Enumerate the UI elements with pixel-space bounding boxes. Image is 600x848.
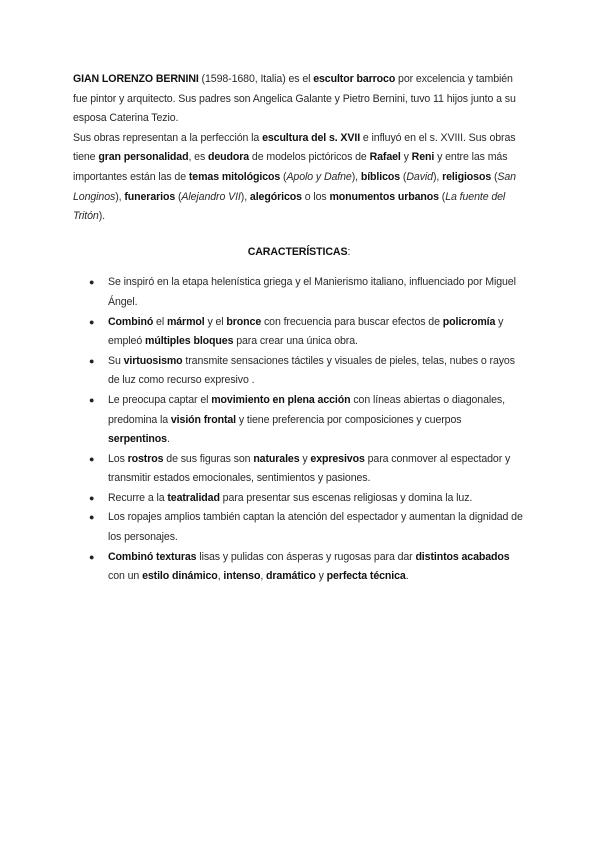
text-run: con líneas abiertas o diagonales, predomina la xyxy=(108,393,505,426)
list-item-text xyxy=(108,492,472,504)
bullet-icon: ● xyxy=(89,512,95,523)
bullet-icon: ● xyxy=(89,355,95,366)
text-run: Se inspiró en la etapa helenística griega y el Manierismo italiano, influenciado por Miguel Ángel. xyxy=(108,276,516,308)
bold-text: deudora xyxy=(208,151,250,164)
text-run: Los xyxy=(108,452,128,465)
text-run: ( xyxy=(280,170,287,183)
bold-text: movimiento en plena acción xyxy=(211,393,351,406)
list-item-text xyxy=(108,394,505,445)
bold-text: Reni xyxy=(411,151,435,164)
text-run: e influyó en el s. XVIII. Sus obras tiene xyxy=(73,131,516,164)
bold-text: Combinó xyxy=(108,315,154,328)
bold-text: alegóricos xyxy=(249,190,302,203)
text-run: ), xyxy=(115,190,125,203)
list-item xyxy=(73,548,525,587)
text-run: Le preocupa captar el xyxy=(108,393,212,406)
bold-text: Combinó texturas xyxy=(108,550,197,563)
text-run: de sus figuras son xyxy=(163,452,254,465)
text-run: ). xyxy=(98,210,105,223)
text-run: de modelos pictóricos de xyxy=(249,151,370,164)
text-run: con frecuencia para buscar efectos de xyxy=(261,315,443,328)
text-run: y el xyxy=(204,315,227,328)
bold-text: temas mitológicos xyxy=(188,170,281,183)
italic-text: David xyxy=(406,170,433,183)
italic-text: Alejandro VII xyxy=(181,190,241,203)
works-paragraph xyxy=(73,129,525,227)
bold-text: expresivos xyxy=(310,452,365,465)
list-item xyxy=(73,450,525,489)
bold-text: distintos acabados xyxy=(415,550,510,563)
bullet-icon: ● xyxy=(89,316,95,327)
bold-text: serpentinos xyxy=(108,433,167,446)
bullet-icon: ● xyxy=(89,551,95,562)
text-run: por excelencia y también fue pintor y arquitecto. Sus padres son Angelica Galante y Pietro Bernini, tuvo 11 hijos junto a su esposa Caterina Tezio. xyxy=(73,73,516,125)
bold-text: teatralidad xyxy=(167,491,220,504)
text-run: (1598-1680, Italia) es el xyxy=(198,73,314,85)
list-item xyxy=(73,391,525,450)
text-run: ), xyxy=(432,170,443,183)
bold-text: naturales xyxy=(253,452,300,465)
bold-text: estilo dinámico xyxy=(142,570,218,583)
bold-text: escultura del s. XVII xyxy=(262,131,361,144)
text-run: , xyxy=(217,570,224,583)
text-run: lisas y pulidas con ásperas y rugosas para dar xyxy=(196,550,416,563)
list-item xyxy=(73,489,525,509)
italic-text: Apolo y Dafne xyxy=(286,170,352,183)
list-item-text xyxy=(108,551,510,583)
list-item xyxy=(73,352,525,391)
bullet-icon: ● xyxy=(89,277,95,288)
text-run: para presentar sus escenas religiosas y domina la luz. xyxy=(219,491,473,504)
text-run: con un xyxy=(108,570,143,583)
text-run: ), xyxy=(240,190,250,203)
characteristics-list xyxy=(73,273,525,587)
bold-text: GIAN LORENZO BERNINI xyxy=(73,73,199,85)
text-run: para conmover al espectador y transmitir estados emocionales, sentimientos y pasiones. xyxy=(108,452,511,485)
text-run: ), xyxy=(351,170,361,183)
heading-bold: CARACTERÍSTICAS xyxy=(247,245,348,258)
text-run: Los ropajes amplios también captan la atención del espectador y aumentan la dignidad de los personajes. xyxy=(108,511,523,544)
text-run: ( xyxy=(438,190,446,203)
list-item-text xyxy=(108,316,503,348)
bold-text: perfecta técnica xyxy=(326,570,406,583)
bold-text: monumentos urbanos xyxy=(329,190,439,203)
bold-text: múltiples bloques xyxy=(145,335,234,348)
bold-text: Rafael xyxy=(369,151,401,164)
text-run: y empleó xyxy=(108,315,504,348)
bold-text: escultor barroco xyxy=(313,73,396,85)
bold-text: virtuosismo xyxy=(123,354,183,367)
bold-text: rostros xyxy=(127,452,164,465)
text-run: transmite sensaciones táctiles y visuales de pieles, telas, nubes o rayos de luz como recurso expresivo . xyxy=(108,354,515,387)
text-run: , xyxy=(260,570,267,583)
text-run: y tiene preferencia por composiciones y cuerpos xyxy=(236,413,462,426)
heading-colon: : xyxy=(347,245,351,258)
list-item xyxy=(73,508,525,547)
bold-text: mármol xyxy=(166,315,205,328)
text-run: Su xyxy=(108,354,124,367)
text-run: . xyxy=(405,570,409,583)
text-run: , es xyxy=(188,151,208,164)
intro-paragraph xyxy=(73,70,525,129)
text-run: ( xyxy=(400,170,407,183)
text-run: ( xyxy=(175,190,182,203)
bullet-icon: ● xyxy=(89,394,95,405)
text-run: y xyxy=(299,452,311,465)
bold-text: gran personalidad xyxy=(98,151,189,164)
list-item xyxy=(73,273,525,312)
text-run: el xyxy=(153,315,167,328)
document-body xyxy=(73,70,525,587)
text-run: Sus obras representan a la perfección la xyxy=(73,131,263,144)
list-item-text xyxy=(108,276,516,308)
bold-text: religiosos xyxy=(442,170,492,183)
section-heading xyxy=(73,243,525,263)
bold-text: dramático xyxy=(266,570,316,583)
italic-text: La fuente del Tritón xyxy=(73,190,506,223)
bold-text: funerarios xyxy=(124,190,176,203)
bold-text: policromía xyxy=(442,315,496,328)
list-item xyxy=(73,313,525,352)
text-run: . xyxy=(166,433,170,446)
bullet-icon: ● xyxy=(89,453,95,464)
text-run: o los xyxy=(301,190,330,203)
bold-text: bíblicos xyxy=(360,170,401,183)
list-item-text xyxy=(108,511,523,543)
text-run: Recurre a la xyxy=(108,491,168,504)
list-item-text xyxy=(108,355,515,387)
list-item-text xyxy=(108,453,510,485)
text-run: y xyxy=(315,570,327,583)
text-run: para crear una única obra. xyxy=(233,335,358,348)
text-run: ( xyxy=(491,170,498,183)
italic-text: San Longinos xyxy=(73,170,516,203)
text-run: y entre las más importantes están las de xyxy=(73,151,508,183)
bold-text: visión frontal xyxy=(170,413,237,426)
bullet-icon: ● xyxy=(89,492,95,503)
bold-text: bronce xyxy=(226,315,262,328)
bold-text: intenso xyxy=(223,570,261,583)
text-run: y xyxy=(400,151,412,164)
